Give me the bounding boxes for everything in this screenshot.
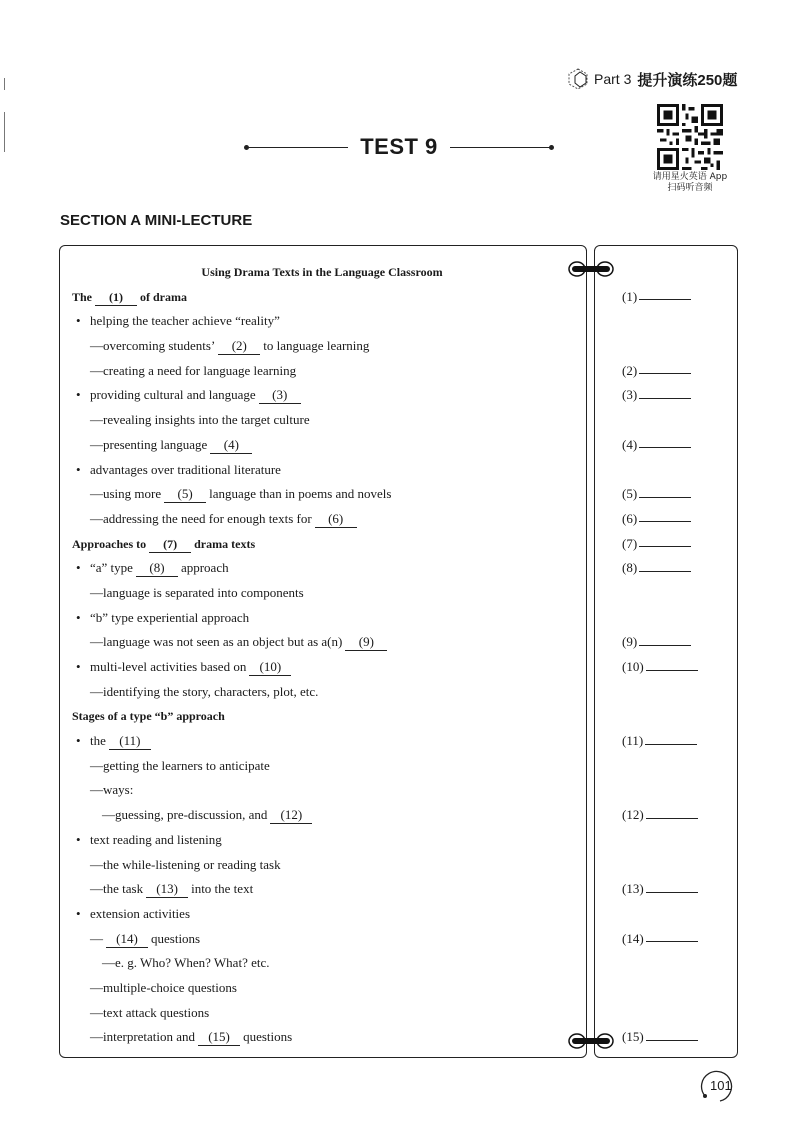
- answer-row: [622, 433, 712, 458]
- outline-item: [72, 482, 572, 507]
- answer-label: (1): [622, 288, 638, 304]
- answer-row: [622, 359, 712, 384]
- fill-blank[interactable]: (5): [164, 486, 206, 503]
- outline-heading: [72, 285, 572, 310]
- outline-text: drama texts: [194, 536, 256, 551]
- answer-label: (7): [622, 535, 638, 551]
- fill-blank[interactable]: (13): [146, 881, 188, 898]
- answer-row: [622, 729, 712, 754]
- answer-label: (6): [622, 510, 638, 526]
- answer-spacer: [622, 1001, 712, 1026]
- outline-item: [72, 1001, 572, 1026]
- bullet-icon: •: [76, 560, 81, 576]
- answer-spacer: [622, 853, 712, 878]
- answer-label: (9): [622, 634, 638, 650]
- outline-text: to language learning: [263, 338, 370, 354]
- answer-spacer: [622, 828, 712, 853]
- outline-text: —text attack questions: [90, 1004, 210, 1020]
- page-title: TEST 9: [360, 134, 438, 159]
- answer-row: [622, 285, 712, 310]
- fill-blank[interactable]: (2): [218, 338, 260, 355]
- answer-row: [622, 655, 712, 680]
- fill-blank[interactable]: (10): [249, 659, 291, 676]
- outline-item: [72, 803, 572, 828]
- answer-row: [622, 1025, 712, 1050]
- outline-item: [72, 334, 572, 359]
- outline-item: [72, 408, 572, 433]
- outline-text: helping the teacher achieve “reality”: [90, 313, 280, 329]
- answer-blank[interactable]: [646, 941, 698, 942]
- answer-row: [622, 482, 712, 507]
- answer-row: [622, 383, 712, 408]
- answer-column: [622, 260, 712, 1050]
- outline-text: “b” type experiential approach: [90, 609, 250, 625]
- answer-label: (15): [622, 1029, 644, 1045]
- answer-row: [622, 532, 712, 557]
- outline-text: —language was not seen as an object but as a(n): [90, 634, 343, 650]
- answer-blank[interactable]: [639, 299, 691, 300]
- outline-text: into the text: [191, 881, 254, 897]
- title-rule: [246, 147, 348, 148]
- test-title: [246, 132, 552, 162]
- fill-blank[interactable]: (7): [149, 536, 191, 553]
- outline-item: [72, 828, 572, 853]
- outline-item: [72, 976, 572, 1001]
- answer-blank[interactable]: [639, 447, 691, 448]
- fill-blank[interactable]: (12): [270, 807, 312, 824]
- outline-text: —revealing insights into the target culture: [90, 412, 310, 428]
- outline-text: text reading and listening: [90, 831, 222, 847]
- part-label: Part 3: [594, 71, 632, 87]
- answer-row: [622, 630, 712, 655]
- outline-text: —creating a need for language learning: [90, 362, 297, 378]
- answer-spacer: [622, 309, 712, 334]
- outline-text: “a” type: [90, 560, 133, 576]
- outline-text: —using more: [90, 486, 162, 502]
- page-number-text: 101: [710, 1078, 732, 1093]
- answer-spacer: [622, 260, 712, 285]
- answer-blank[interactable]: [645, 744, 697, 745]
- answer-label: (5): [622, 486, 638, 502]
- answer-label: (14): [622, 930, 644, 946]
- outline-item: [72, 606, 572, 631]
- outline-text: of drama: [140, 289, 188, 304]
- answer-blank[interactable]: [646, 892, 698, 893]
- answer-spacer: [622, 902, 712, 927]
- lecture-notes: [72, 260, 572, 1050]
- fill-blank[interactable]: (1): [95, 289, 137, 306]
- outline-item: [72, 458, 572, 483]
- answer-blank[interactable]: [639, 546, 691, 547]
- outline-text: multi-level activities based on: [90, 659, 247, 674]
- outline-item: [72, 433, 572, 458]
- bullet-icon: •: [76, 831, 81, 847]
- answer-blank[interactable]: [639, 521, 691, 522]
- margin-mark: [4, 78, 5, 90]
- fill-blank[interactable]: (11): [109, 733, 151, 750]
- fill-blank[interactable]: (8): [136, 560, 178, 577]
- outline-item: [72, 507, 572, 532]
- answer-blank[interactable]: [646, 1040, 698, 1041]
- lecture-title: Using Drama Texts in the Language Classroom: [201, 265, 443, 279]
- qr-code-icon[interactable]: [657, 104, 723, 170]
- bullet-icon: •: [76, 905, 81, 921]
- outline-text: —the task: [90, 881, 144, 897]
- qr-caption-line: 请用星火英语 App: [652, 172, 728, 182]
- outline-text: —multiple-choice questions: [90, 979, 237, 995]
- outline-item: [72, 877, 572, 902]
- bullet-icon: •: [76, 387, 81, 403]
- answer-row: [622, 556, 712, 581]
- outline-text: —interpretation and: [90, 1029, 196, 1045]
- answer-label: (11): [622, 733, 644, 749]
- answer-spacer: [622, 951, 712, 976]
- outline-item: [72, 729, 572, 754]
- outline-item: [72, 359, 572, 384]
- title-rule: [450, 147, 552, 148]
- page-number: [700, 1070, 736, 1102]
- outline-item: [72, 902, 572, 927]
- answer-spacer: [622, 704, 712, 729]
- answer-blank[interactable]: [639, 571, 691, 572]
- outline-text: —e. g. Who? When? What? etc.: [102, 955, 270, 971]
- answer-label: (13): [622, 881, 644, 897]
- outline-item: [72, 581, 572, 606]
- answer-spacer: [622, 754, 712, 779]
- outline-text: —: [90, 930, 103, 946]
- outline-text: —guessing, pre-discussion, and: [102, 807, 268, 823]
- outline-text: questions: [151, 930, 201, 946]
- outline-heading: [72, 532, 572, 557]
- answer-spacer: [622, 581, 712, 606]
- outline-item: [72, 383, 572, 408]
- answer-label: (2): [622, 362, 638, 378]
- outline-item: [72, 1025, 572, 1050]
- section-heading: SECTION A MINI-LECTURE: [60, 212, 253, 229]
- answer-blank[interactable]: [639, 373, 691, 374]
- fill-blank[interactable]: (15): [198, 1029, 240, 1046]
- answer-blank[interactable]: [639, 497, 691, 498]
- answer-spacer: [622, 680, 712, 705]
- outline-text: language than in poems and novels: [209, 486, 392, 502]
- outline-item: [72, 778, 572, 803]
- answer-row: [622, 877, 712, 902]
- answer-label: (8): [622, 560, 638, 576]
- answer-blank[interactable]: [646, 818, 698, 819]
- outline-item: [72, 927, 572, 952]
- answer-label: (12): [622, 807, 644, 823]
- outline-text: extension activities: [90, 905, 191, 921]
- qr-caption: [636, 172, 744, 194]
- outline-text: approach: [180, 560, 229, 576]
- outline-text: The: [72, 289, 93, 304]
- outline-item: [72, 630, 572, 655]
- outline-text: advantages over traditional literature: [90, 461, 281, 477]
- answer-spacer: [622, 976, 712, 1001]
- outline-text: Stages of a type “b” approach: [72, 709, 225, 724]
- outline-heading: [72, 704, 572, 729]
- outline-text: questions: [243, 1029, 293, 1045]
- qr-caption-line: 扫码听音频: [667, 183, 713, 193]
- answer-blank[interactable]: [639, 398, 691, 399]
- outline-text: —overcoming students’: [90, 338, 216, 354]
- answer-row: [622, 507, 712, 532]
- answer-label: (3): [622, 387, 638, 403]
- answer-spacer: [622, 458, 712, 483]
- outline-item: [72, 754, 572, 779]
- fill-blank[interactable]: (6): [315, 511, 357, 528]
- bullet-icon: •: [76, 313, 81, 329]
- answer-label: (10): [622, 659, 644, 674]
- answer-spacer: [622, 606, 712, 631]
- answer-row: [622, 803, 712, 828]
- outline-text: —ways:: [90, 782, 134, 798]
- bullet-icon: •: [76, 609, 81, 625]
- bullet-icon: •: [76, 659, 81, 674]
- outline-text: —identifying the story, characters, plot, etc.: [90, 683, 319, 699]
- outline-text: the: [90, 733, 106, 749]
- fill-blank[interactable]: (4): [210, 437, 252, 454]
- answer-blank[interactable]: [646, 670, 698, 671]
- part-title: 提升演练250题: [637, 71, 738, 89]
- outline-item: [72, 951, 572, 976]
- margin-mark: [4, 112, 5, 152]
- fill-blank[interactable]: (14): [106, 931, 148, 948]
- outline-text: —addressing the need for enough texts for: [90, 510, 312, 526]
- hexagon-icon: [566, 67, 590, 91]
- binder-ring-icon: [566, 258, 616, 280]
- part-badge: [566, 66, 737, 92]
- outline-text: Approaches to: [72, 536, 147, 551]
- outline-item: [72, 853, 572, 878]
- outline-text: providing cultural and language: [90, 387, 256, 403]
- answer-spacer: [622, 778, 712, 803]
- outline-text: —language is separated into components: [90, 584, 304, 600]
- bullet-icon: •: [76, 461, 81, 477]
- outline-text: —getting the learners to anticipate: [90, 757, 270, 773]
- bullet-icon: •: [76, 733, 81, 749]
- fill-blank[interactable]: (3): [259, 387, 301, 404]
- outline-item: [72, 680, 572, 705]
- outline-item: [72, 309, 572, 334]
- answer-spacer: [622, 408, 712, 433]
- answer-blank[interactable]: [639, 645, 691, 646]
- outline-item: [72, 556, 572, 581]
- answer-spacer: [622, 334, 712, 359]
- answer-label: (4): [622, 436, 638, 452]
- fill-blank[interactable]: (9): [345, 634, 387, 651]
- outline-text: —the while-listening or reading task: [90, 856, 281, 872]
- binder-ring-icon: [566, 1030, 616, 1052]
- outline-item: [72, 655, 572, 680]
- outline-text: —presenting language: [90, 436, 208, 452]
- answer-row: [622, 927, 712, 952]
